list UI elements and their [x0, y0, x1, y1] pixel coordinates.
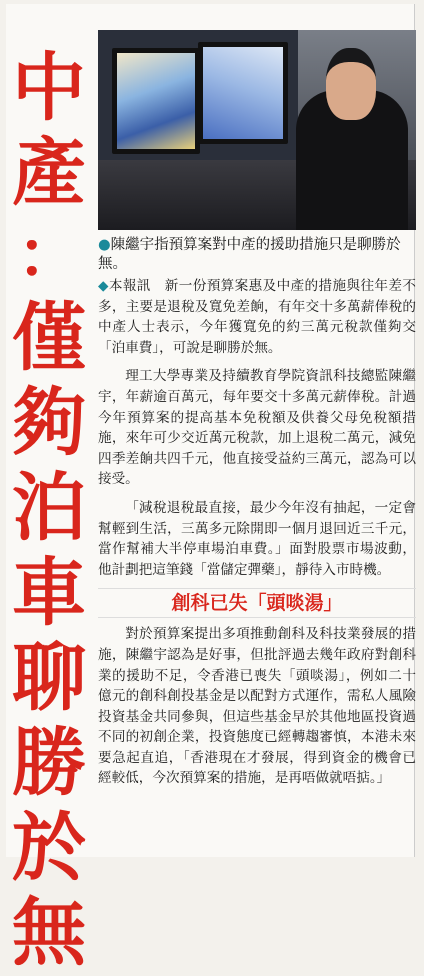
photo-monitor-right — [198, 42, 288, 144]
article-paragraph: 「減稅退稅最直接，最少今年沒有抽起，一定會幫輕到生活，三萬多元除開即一個月退回近三千元，當作幫補大半停車場泊車費。」面對股票市場波動，他計劃把這筆錢「當儲定彈藥」，靜待入市時機。 — [98, 499, 416, 578]
headline — [6, 46, 92, 976]
headline-char: 無 — [12, 890, 86, 976]
headline-char: 泊 — [12, 465, 86, 551]
headline-char: 勝 — [12, 720, 86, 806]
headline-char: 聊 — [12, 635, 86, 721]
article-paragraph — [98, 276, 416, 358]
paragraph-text: 本報訊 新一份預算案惠及中產的措施與往年差不多，主要是退稅及寬免差餉，有年交十多萬薪俸稅的中產人士表示，今年獲寬免的約三萬元稅款僅夠交「泊車費」，可說是聊勝於無。 — [98, 278, 416, 356]
headline-char: 夠 — [12, 380, 86, 466]
headline-char: 產 — [12, 130, 86, 216]
caption-text: 陳繼宇指預算案對中產的援助措施只是聊勝於無。 — [98, 237, 401, 272]
article-body — [98, 276, 416, 797]
headline-char: 於 — [12, 805, 86, 891]
photo-person-head — [326, 48, 376, 120]
headline-char: ： — [17, 219, 81, 293]
photo-monitor-left — [112, 48, 200, 154]
photo-caption — [98, 236, 416, 274]
article-subhead: 創科已失「頭啖湯」 — [98, 588, 416, 618]
article-paragraph: 對於預算案提出多項推動創科及科技業發展的措施，陳繼宇認為是好事，但批評過去幾年政府對創科業的援助不足，令香港已喪失「頭啖湯」，例如二十億元的創科創投基金是以配對方式運作，需私人風險投資基金共同參與，但這些基金早於其他地區投資過不同的初創企業，投資態度已經轉趨審慎，本港未來要急起直追，「香港現在才發展，得到資金的機會已經較低，今次預算案的措施，是再唔做就唔掂。」 — [98, 626, 416, 787]
newspaper-clipping — [6, 4, 416, 976]
article-paragraph: 理工大學專業及持續教育學院資訊科技總監陳繼宇，年薪逾百萬元，每年要交十多萬元薪俸稅。計過今年預算案的提高基本免稅額及供養父母免稅額措施，來年可少交近萬元稅款，加上退稅二萬元，減免四季差餉共四千元，他直接受益約三萬元，認為可以接受。 — [98, 368, 416, 488]
byline-bullet-icon: ◆ — [98, 278, 109, 294]
headline-char: 中 — [12, 45, 86, 131]
caption-bullet-icon: ● — [98, 237, 111, 253]
headline-char: 車 — [12, 550, 86, 636]
headline-char: 僅 — [12, 295, 86, 381]
article-photo — [98, 30, 416, 230]
